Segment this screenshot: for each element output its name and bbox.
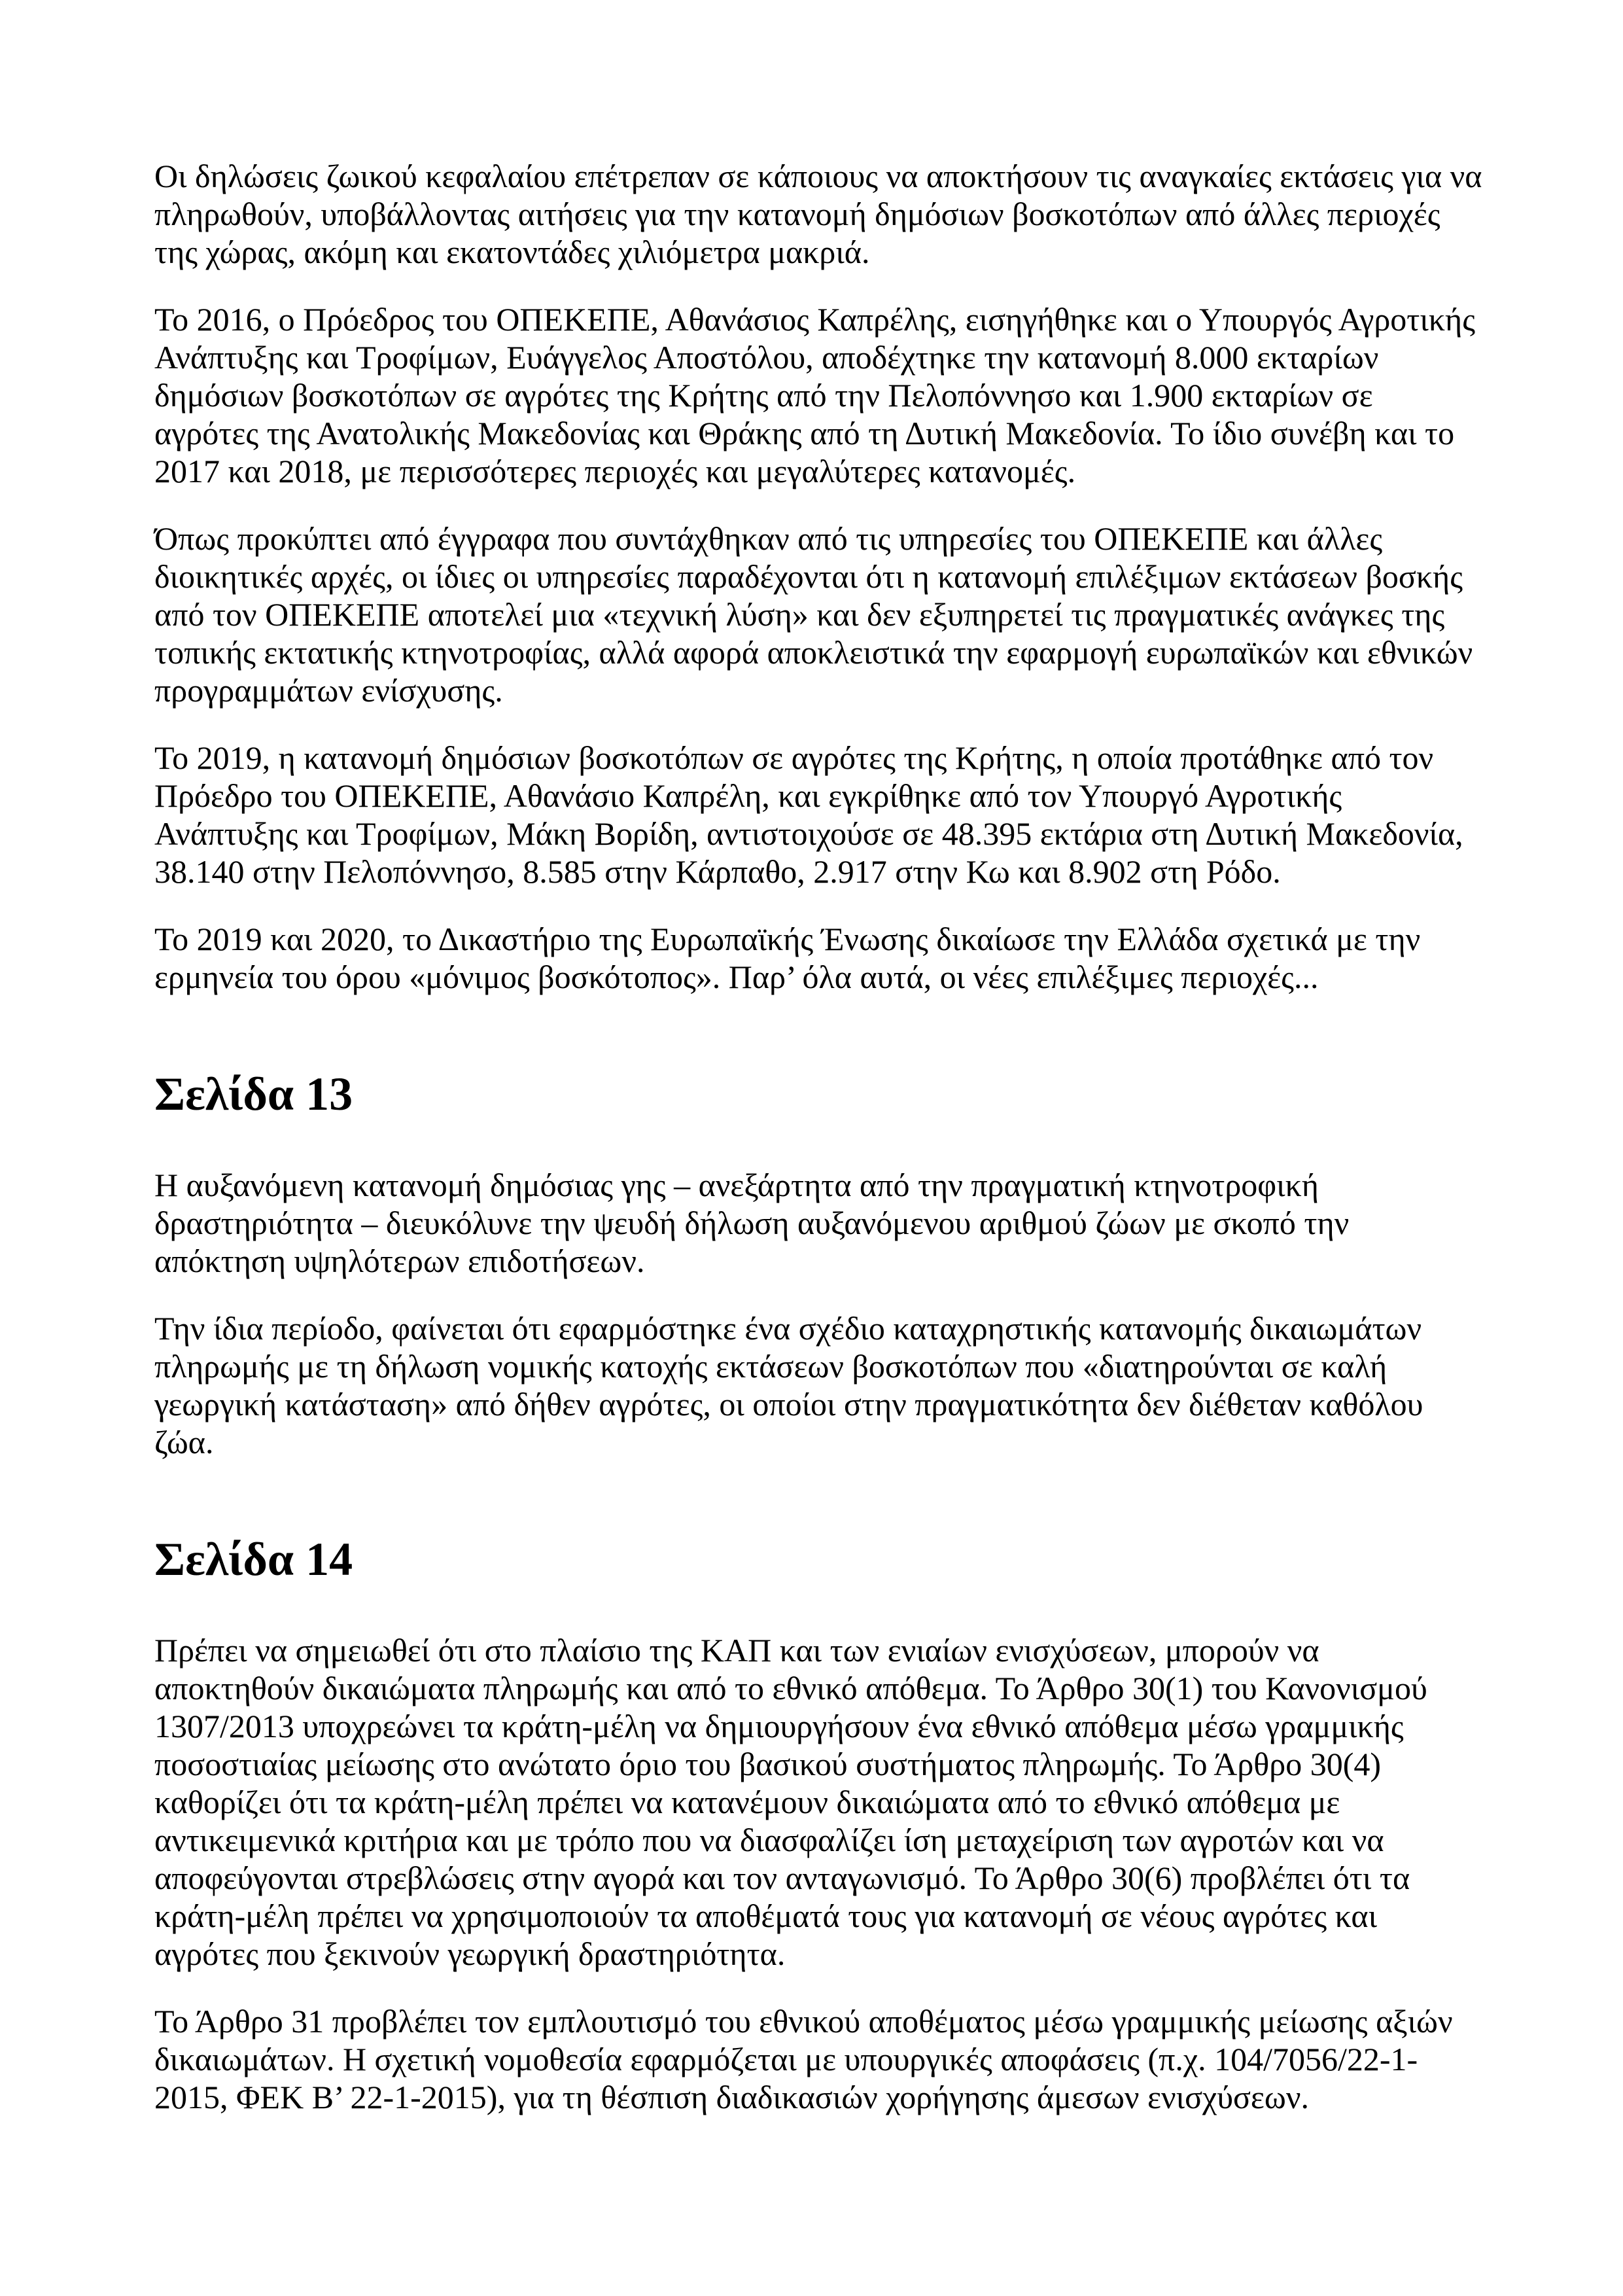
paragraph: Πρέπει να σημειωθεί ότι στο πλαίσιο της ΚΑΠ και των ενιαίων ενισχύσεων, μπορούν να αποκτηθούν δικαιώματα πληρωμής και από το εθνικό απόθεμα. Το Άρθρο 30(1) του Κανονισμού 1307/2013 υποχρεώνει τα κράτη-μέλη να δημιουργήσουν ένα εθνικό απόθεμα μέσω γραμμικής ποσοστιαίας μείωσης στο ανώτατο όριο του βασικού συστήματος πληρωμής. Το Άρθρο 30(4) καθορίζει ότι τα κράτη-μέλη πρέπει να κατανέμουν δικαιώματα από το εθνικό απόθεμα με αντικειμενικά κριτήρια και με τρόπο που να διασφαλίζει ίση μεταχείριση των αγροτών και να αποφεύγονται στρεβλώσεις στην αγορά και τον ανταγωνισμό. Το Άρθρο 30(6) προβλέπει ότι τα κράτη-μέλη πρέπει να χρησιμοποιούν τα αποθέματά τους για κατανομή σε νέους αγρότες και αγρότες που ξεκινούν γεωργική δραστηριότητα. — [154, 1632, 1427, 1972]
paragraph: Το Άρθρο 31 προβλέπει τον εμπλουτισμό του εθνικού αποθέματος μέσω γραμμικής μείωσης αξιών δικαιωμάτων. Η σχετική νομοθεσία εφαρμόζεται με υπουργικές αποφάσεις (π.χ. 104/7056/22-1-2015, ΦΕΚ Β’ 22-1-2015), για τη θέσπιση διαδικασιών χορήγησης άμεσων ενισχύσεων. — [154, 2003, 1453, 2115]
paragraph: Οι δηλώσεις ζωικού κεφαλαίου επέτρεπαν σε κάποιους να αποκτήσουν τις αναγκαίες εκτάσεις για να πληρωθούν, υποβάλλοντας αιτήσεις για την κατανομή δημόσιων βοσκοτόπων από άλλες περιοχές της χώρας, ακόμη και εκατοντάδες χιλιόμετρα μακριά. — [154, 158, 1482, 270]
section-heading: Σελίδα 14 — [154, 1533, 353, 1585]
paragraph: Το 2019, η κατανομή δημόσιων βοσκοτόπων σε αγρότες της Κρήτης, η οποία προτάθηκε από τον Πρόεδρο του ΟΠΕΚΕΠΕ, Αθανάσιο Καπρέλη, και εγκρίθηκε από τον Υπουργό Αγροτικής Ανάπτυξης και Τροφίμων, Μάκη Βορίδη, αντιστοιχούσε σε 48.395 εκτάρια στη Δυτική Μακεδονία, 38.140 στην Πελοπόννησο, 8.585 στην Κάρπαθο, 2.917 στην Κω και 8.902 στη Ρόδο. — [154, 739, 1463, 890]
paragraph: Το 2016, ο Πρόεδρος του ΟΠΕΚΕΠΕ, Αθανάσιος Καπρέλης, εισηγήθηκε και ο Υπουργός Αγροτικής Ανάπτυξης και Τροφίμων, Ευάγγελος Αποστόλου, αποδέχτηκε την κατανομή 8.000 εκταρίων δημόσιων βοσκοτόπων σε αγρότες της Κρήτης από την Πελοπόννησο και 1.900 εκταρίων σε αγρότες της Ανατολικής Μακεδονίας και Θράκης από τη Δυτική Μακεδονία. Το ίδιο συνέβη και το 2017 και 2018, με περισσότερες περιοχές και μεγαλύτερες κατανομές. — [154, 301, 1475, 489]
paragraph: Η αυξανόμενη κατανομή δημόσιας γης – ανεξάρτητα από την πραγματική κτηνοτροφική δραστηριότητα – διευκόλυνε την ψευδή δήλωση αυξανόμενου αριθμού ζώων με σκοπό την απόκτηση υψηλότερων επιδοτήσεων. — [154, 1167, 1350, 1279]
paragraph: Την ίδια περίοδο, φαίνεται ότι εφαρμόστηκε ένα σχέδιο καταχρηστικής κατανομής δικαιωμάτων πληρωμής με τη δήλωση νομικής κατοχής εκτάσεων βοσκοτόπων που «διατηρούνται σε καλή γεωργική κατάσταση» από δήθεν αγρότες, οι οποίοι στην πραγματικότητα δεν διέθεταν καθόλου ζώα. — [154, 1310, 1423, 1460]
paragraph: Όπως προκύπτει από έγγραφα που συντάχθηκαν από τις υπηρεσίες του ΟΠΕΚΕΠΕ και άλλες διοικητικές αρχές, οι ίδιες οι υπηρεσίες παραδέχονται ότι η κατανομή επιλέξιμων εκτάσεων βοσκής από τον ΟΠΕΚΕΠΕ αποτελεί μια «τεχνική λύση» και δεν εξυπηρετεί τις πραγματικές ανάγκες της τοπικής εκτατικής κτηνοτροφίας, αλλά αφορά αποκλειστικά την εφαρμογή ευρωπαϊκών και εθνικών προγραμμάτων ενίσχυσης. — [154, 520, 1473, 709]
section-heading: Σελίδα 13 — [154, 1068, 353, 1120]
document-content — [154, 157, 1484, 2116]
paragraph: Το 2019 και 2020, το Δικαστήριο της Ευρωπαϊκής Ένωσης δικαίωσε την Ελλάδα σχετικά με την ερμηνεία του όρου «μόνιμος βοσκότοπος». Παρ’ όλα αυτά, οι νέες επιλέξιμες περιοχές... — [154, 921, 1421, 995]
